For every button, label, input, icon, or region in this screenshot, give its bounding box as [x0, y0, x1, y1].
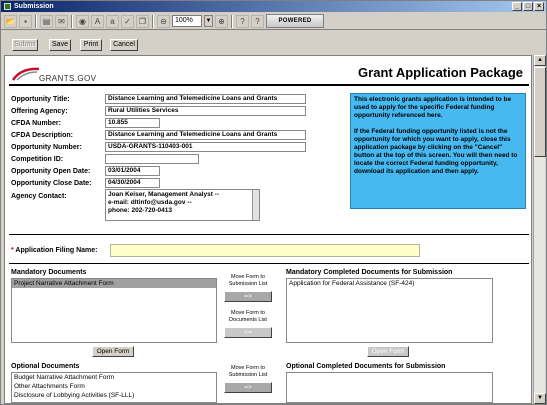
powered-badge [266, 14, 324, 28]
mandatory-documents-heading: Mandatory Documents [11, 269, 87, 276]
form-page [4, 55, 532, 404]
move-to-submission-button[interactable]: => [224, 291, 272, 302]
mandatory-completed-list[interactable] [286, 278, 493, 343]
list-item[interactable]: Other Attachments Form [14, 383, 85, 390]
move-optional-to-submission-button[interactable]: => [224, 382, 272, 393]
contact-line-name: Joan Keiser, Management Analyst -- [108, 191, 220, 198]
page-scrollbar[interactable] [533, 55, 545, 404]
toolbar-separator [231, 15, 233, 28]
copy-icon[interactable]: ❐ [136, 15, 149, 28]
open-date-field: 03/01/2004 [105, 166, 160, 176]
list-item[interactable]: Disclosure of Lobbying Activities (SF-LLL) [14, 392, 135, 399]
check-icon[interactable]: ✓ [121, 15, 134, 28]
scroll-thumb[interactable] [534, 67, 546, 157]
competition-id-field [105, 154, 199, 164]
logo-text: GRANTS.GOV [39, 74, 97, 83]
scroll-down-icon[interactable]: ▼ [534, 393, 546, 404]
cfda-description-field: Distance Learning and Telemedicine Loans and Grants [105, 130, 306, 140]
app-icon [4, 3, 11, 10]
maximize-button[interactable]: □ [523, 2, 533, 11]
cfda-description-label: CFDA Description: [11, 132, 73, 139]
agency-contact-box [105, 189, 260, 221]
offering-agency-label: Offering Agency: [11, 108, 68, 115]
title-bar [1, 1, 546, 12]
list-item[interactable]: Application for Federal Assistance (SF-424) [289, 280, 415, 287]
scroll-up-icon[interactable]: ▲ [534, 55, 546, 66]
info-paragraph-2: If the Federal funding opportunity listed is not the opportunity for which you want to apply, close this application package by clicking on the "Cancel" button at the top of this screen. You will then need to locate the correct Federal funding opportunity, download its application and then apply. [354, 128, 518, 175]
filing-name-label [11, 247, 97, 254]
application-filing-name-input[interactable] [110, 244, 420, 257]
opportunity-number-field: USDA-GRANTS-110403-001 [105, 142, 306, 152]
opportunity-number-label: Opportunity Number: [11, 144, 82, 151]
open-form-completed-button[interactable]: Open Form [367, 346, 409, 357]
save-disk-icon[interactable]: ▪ [19, 15, 32, 28]
text-tool-icon[interactable]: A [91, 15, 104, 28]
page-title: Grant Application Package [358, 65, 523, 80]
toolbar-separator [35, 15, 37, 28]
section-divider [9, 263, 529, 264]
move-to-documents-button[interactable]: <= [224, 327, 272, 338]
section-divider [9, 234, 529, 235]
info-paragraph-1: This electronic grants application is intended to be used to apply for the specific Federal funding opportunity referenced here. [354, 96, 512, 119]
filing-name-text: Application Filing Name: [15, 247, 98, 254]
contact-line-phone: phone: 202-720-0413 [108, 207, 172, 214]
zoom-field[interactable]: 100% [172, 15, 202, 27]
contact-line-email: e-mail: dltinfo@usda.gov -- [108, 199, 192, 206]
cancel-button[interactable]: Cancel [110, 39, 138, 51]
save-button[interactable]: Save [49, 39, 71, 51]
close-button[interactable]: × [534, 2, 544, 11]
competition-id-label: Competition ID: [11, 156, 64, 163]
view-icon[interactable]: ◉ [76, 15, 89, 28]
viewer-toolbar [1, 13, 546, 30]
optional-documents-list[interactable] [11, 372, 217, 403]
close-date-field: 04/30/2004 [105, 178, 160, 188]
agency-contact-label: Agency Contact: [11, 193, 67, 200]
zoom-out-icon[interactable]: ⊖ [157, 15, 170, 28]
open-form-button[interactable]: Open Form [92, 346, 134, 357]
minimize-button[interactable]: _ [512, 2, 522, 11]
header-divider [9, 84, 529, 86]
email-icon[interactable]: ✉ [55, 15, 68, 28]
info-box [350, 93, 526, 209]
zoom-in-icon[interactable]: ⊕ [215, 15, 228, 28]
mandatory-completed-heading: Mandatory Completed Documents for Submission [286, 269, 453, 276]
opportunity-title-field: Distance Learning and Telemedicine Loans and Grants [105, 94, 306, 104]
zoom-dropdown-icon[interactable]: ▼ [204, 15, 213, 27]
powered-label: POWERED [278, 18, 312, 24]
required-star: * [11, 247, 14, 254]
mandatory-documents-list[interactable] [11, 278, 217, 343]
grants-gov-logo [11, 64, 111, 86]
optional-documents-heading: Optional Documents [11, 363, 80, 370]
opportunity-title-label: Opportunity Title: [11, 96, 70, 103]
list-item[interactable]: Budget Narrative Attachment Form [14, 374, 115, 381]
cfda-number-field: 10.855 [105, 118, 160, 128]
open-date-label: Opportunity Open Date: [11, 168, 91, 175]
cfda-number-label: CFDA Number: [11, 120, 61, 127]
grants-swoosh-icon [11, 66, 41, 82]
print-button[interactable]: Print [80, 39, 102, 51]
font-icon[interactable]: a [106, 15, 119, 28]
close-date-label: Opportunity Close Date: [11, 180, 92, 187]
whats-this-icon[interactable]: ? [236, 15, 249, 28]
open-folder-icon[interactable]: 📂 [5, 16, 16, 26]
action-bar [1, 31, 546, 53]
list-item[interactable]: Project Narrative Attachment Form [12, 279, 216, 288]
optional-completed-list[interactable] [286, 372, 493, 403]
optional-completed-heading: Optional Completed Documents for Submission [286, 363, 446, 370]
toolbar-separator [152, 15, 154, 28]
move-optional-to-submission-label: Move Form to Submission List [228, 365, 268, 378]
window-controls [512, 2, 544, 11]
submit-button[interactable]: Submit [12, 39, 38, 51]
move-to-documents-label: Move Form to Documents List [229, 310, 267, 323]
offering-agency-field: Rural Utilities Services [105, 106, 306, 116]
window-title: Submission [14, 3, 54, 10]
move-to-submission-label: Move Form to Submission List [228, 274, 268, 287]
print-icon[interactable]: ▤ [40, 15, 53, 28]
contact-scrollbar[interactable] [252, 190, 259, 220]
toolbar-separator [71, 15, 73, 28]
help-icon[interactable]: ? [251, 15, 264, 28]
